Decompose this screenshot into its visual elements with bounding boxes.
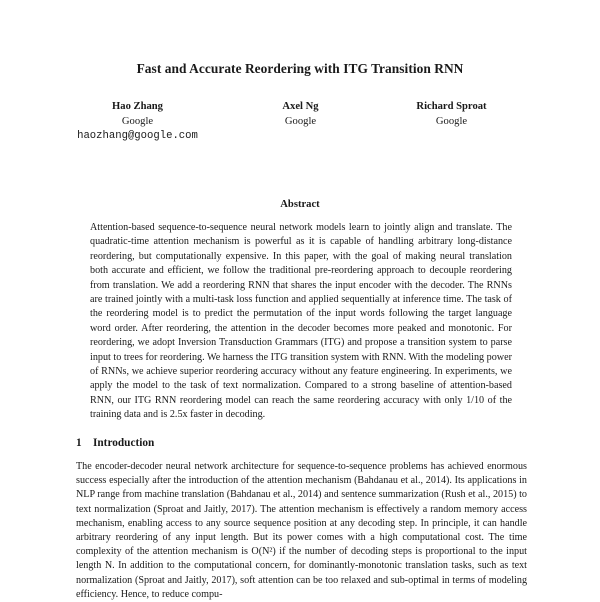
author-block-hao-zhang xyxy=(60,99,215,144)
abstract-heading: Abstract xyxy=(280,199,320,210)
section-number: 1 xyxy=(76,437,82,449)
author-affiliation: Google xyxy=(284,116,317,127)
author-name: Hao Zhang xyxy=(112,101,163,112)
author-affiliation: Google xyxy=(121,116,154,127)
introduction-text: The encoder-decoder neural network architecture for sequence-to-sequence problems has achieved enormous success especially after the introduction of the attention mechanism (Bahdanau et al., 2014). Its applications in NLP range from machine translation (Bahdanau et al., 2014) and sentence summarization (Rush et al., 2015) to text normalization (Sproat and Jaitly, 2017). The attention mechanism is effectively a random memory access mechanism, enabling access to any source sequence position at any decoding step. In principle, it can handle arbitrary reordering of any input length. But its power comes with a high computational cost. The time complexity of the attention mechanism is O(N²) if the number of decoding steps is proportional to the input length N. In addition to the computational concern, for dominantly-monotonic translation tasks, such as text normalization (Sproat and Jaitly, 2017), soft attention can be too relaxed and sub-optimal in terms of modeling efficiency. Hence, to reduce compu- xyxy=(76,461,527,600)
paper-title: Fast and Accurate Reordering with ITG Transition RNN xyxy=(136,61,464,76)
section-heading-introduction xyxy=(76,437,154,449)
author-block-richard-sproat xyxy=(374,99,529,129)
author-name: Richard Sproat xyxy=(416,101,487,112)
author-affiliation: Google xyxy=(435,116,468,127)
abstract-text: Attention-based sequence-to-sequence neural network models learn to jointly align and translate. The quadratic-time attention mechanism is powerful as it is capable of handling arbitrary long-distance reordering, but computationally expensive. In this paper, with the goal of making neural translation both accurate and efficient, we follow the traditional pre-reordering approach to decouple reordering from translation. We add a reordering RNN that shares the input encoder with the decoder. The RNNs are trained jointly with a multi-task loss function and applied sequentially at inference time. The task of the reordering model is to predict the permutation of the input words following the target language word order. After reordering, the attention in the decoder becomes more peaked and monotonic. For reordering, we adopt Inversion Transduction Grammars (ITG) and propose a transition system to parse input to trees for reordering. We harness the ITG transition system with RNN. With the modeling power of RNNs, we achieve superior reordering accuracy without any feature engineering. In experiments, we apply the model to the task of text normalization. Compared to a strong baseline of attention-based RNN, our ITG RNN reordering model can reach the same reordering accuracy with only 1/10 of the training data and is 2.5x faster in decoding. xyxy=(90,222,512,421)
author-email: haozhang@google.com xyxy=(77,130,198,142)
author-name: Axel Ng xyxy=(282,101,319,112)
author-block-axel-ng xyxy=(223,99,378,129)
section-title: Introduction xyxy=(93,437,155,449)
